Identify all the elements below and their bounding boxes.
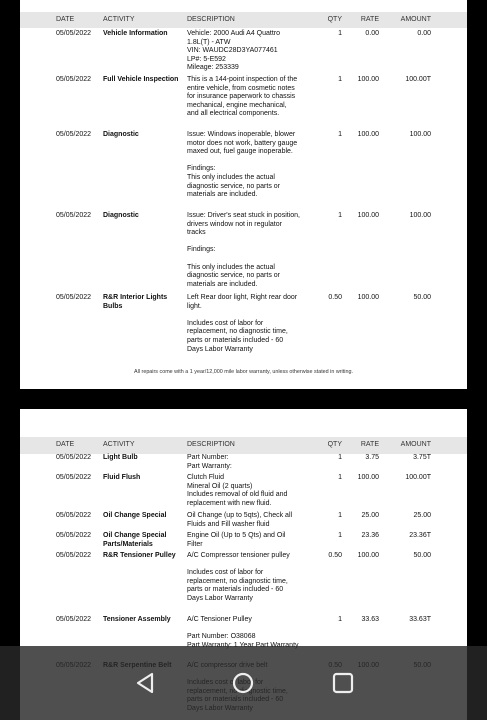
row-rate: 23.36: [361, 532, 379, 539]
row-amount: 100.00T: [405, 76, 431, 83]
header-activity: ACTIVITY: [103, 441, 135, 448]
row-activity: Diagnostic: [103, 131, 139, 138]
row-description: Clutch Fluid Mineral Oil (2 quarts) Includes removal of old fluid and replacement with new fluid.: [187, 474, 288, 507]
row-amount: 25.00: [413, 512, 431, 519]
row-qty: 1: [338, 616, 342, 623]
row-date: 05/05/2022: [56, 131, 92, 138]
row-qty: 1: [338, 454, 342, 461]
header-description: DESCRIPTION: [187, 16, 235, 23]
row-date: 05/05/2022: [56, 76, 92, 83]
header-description: DESCRIPTION: [187, 441, 235, 448]
row-amount: 23.36T: [409, 532, 431, 539]
row-rate: 100.00: [357, 552, 379, 559]
row-amount: 50.00: [413, 294, 431, 301]
row-activity: Diagnostic: [103, 212, 139, 219]
row-qty: 1: [338, 474, 342, 481]
row-rate: 100.00: [357, 76, 379, 83]
row-description: Issue: Driver's seat stuck in position, drivers window not in regulator tracks Findings: This only includes the actual diagnostic service, no parts or materials are included.: [187, 212, 300, 288]
row-qty: 1: [338, 212, 342, 219]
row-rate: 25.00: [361, 512, 379, 519]
row-activity: Oil Change Special: [103, 512, 167, 519]
row-activity: Full Vehicle Inspection: [103, 76, 179, 83]
row-rate: 100.00: [357, 474, 379, 481]
row-rate: 100.00: [357, 212, 379, 219]
row-description: A/C Tensioner Pulley Part Number: O38068: [187, 616, 256, 641]
row-rate: 100.00: [357, 294, 379, 301]
row-amount: 0.00: [417, 30, 431, 37]
row-qty: 1: [338, 131, 342, 138]
header-amount: AMOUNT: [400, 441, 431, 448]
header-qty: QTY: [327, 16, 342, 23]
row-description: Part Number: Part Warranty:: [187, 454, 232, 470]
row-date: 05/05/2022: [56, 454, 92, 461]
home-button[interactable]: [228, 668, 258, 698]
row-date: 05/05/2022: [56, 552, 92, 559]
header-qty: QTY: [327, 441, 342, 448]
row-activity: R&R Tensioner Pulley: [103, 552, 176, 559]
row-amount: 33.63T: [409, 616, 431, 623]
row-activity: Vehicle Information: [103, 30, 168, 37]
row-amount: 3.75T: [413, 454, 431, 461]
row-description: This is a 144-point inspection of the entire vehicle, from cosmetic notes for insurance paperwork to chassis mechanical, engine mechanical, and all electrical components.: [187, 76, 298, 118]
row-description: Left Rear door light, Right rear door light. Includes cost of labor for replacement, no diagnostic time, parts or materials included - 60 Days Labor Warranty: [187, 294, 298, 353]
row-amount: 100.00: [409, 131, 431, 138]
row-date: 05/05/2022: [56, 212, 92, 219]
row-date: 05/05/2022: [56, 294, 92, 301]
invoice-page-1: [20, 0, 467, 389]
row-description: Issue: Windows inoperable, blower motor does not work, battery gauge maxed out, fuel gauge inoperable. Findings: This only includes the actual diagnostic service, no parts or materials are included.: [187, 131, 298, 199]
row-amount: 100.00: [409, 212, 431, 219]
recent-square-icon: [328, 668, 358, 698]
row-activity: Fluid Flush: [103, 474, 141, 481]
row-date: 05/05/2022: [56, 532, 92, 539]
header-date: DATE: [56, 16, 75, 23]
row-qty: 1: [338, 532, 342, 539]
back-button[interactable]: [130, 668, 160, 698]
back-triangle-icon: [130, 668, 160, 698]
row-description: A/C Compressor tensioner pulley Includes cost of labor for replacement, no diagnostic time, parts or materials included - 60 Days Labor Warranty: [187, 552, 290, 602]
row-rate: 33.63: [361, 616, 379, 623]
table-header: [20, 12, 467, 28]
row-description: Engine Oil (Up to 5 Qts) and Oil Filter: [187, 532, 286, 548]
row-description: Vehicle: 2000 Audi A4 Quattro 1.8L(T) - ATW VIN: WAUDC28D3YA077461 LP#: 5-E592 Mileage: 253339: [187, 30, 281, 72]
row-qty: 1: [338, 512, 342, 519]
row-description: Oil Change (up to 5qts), Check all Fluids and Fill washer fluid: [187, 512, 293, 528]
warranty-note: All repairs come with a 1 year/12,000 mile labor warranty, unless otherwise stated in writing.: [134, 369, 353, 375]
row-rate: 0.00: [365, 30, 379, 37]
recent-apps-button[interactable]: [328, 668, 358, 698]
row-activity: Tensioner Assembly: [103, 616, 171, 623]
header-date: DATE: [56, 441, 75, 448]
row-date: 05/05/2022: [56, 474, 92, 481]
row-activity: Oil Change Special Parts/Materials: [103, 532, 167, 548]
row-amount: 50.00: [413, 552, 431, 559]
row-date: 05/05/2022: [56, 30, 92, 37]
android-navigation-bar: [0, 646, 487, 720]
header-rate: RATE: [360, 16, 379, 23]
row-qty: 1: [338, 30, 342, 37]
header-rate: RATE: [360, 441, 379, 448]
row-qty: 1: [338, 76, 342, 83]
row-activity: Light Bulb: [103, 454, 138, 461]
home-circle-icon: [228, 668, 258, 698]
row-date: 05/05/2022: [56, 512, 92, 519]
row-qty: 0.50: [328, 294, 342, 301]
row-qty: 0.50: [328, 552, 342, 559]
table-header: [20, 437, 467, 454]
row-activity: R&R Interior Lights Bulbs: [103, 294, 168, 310]
header-amount: AMOUNT: [400, 16, 431, 23]
row-rate: 100.00: [357, 131, 379, 138]
header-activity: ACTIVITY: [103, 16, 135, 23]
row-rate: 3.75: [365, 454, 379, 461]
row-amount: 100.00T: [405, 474, 431, 481]
row-date: 05/05/2022: [56, 616, 92, 623]
